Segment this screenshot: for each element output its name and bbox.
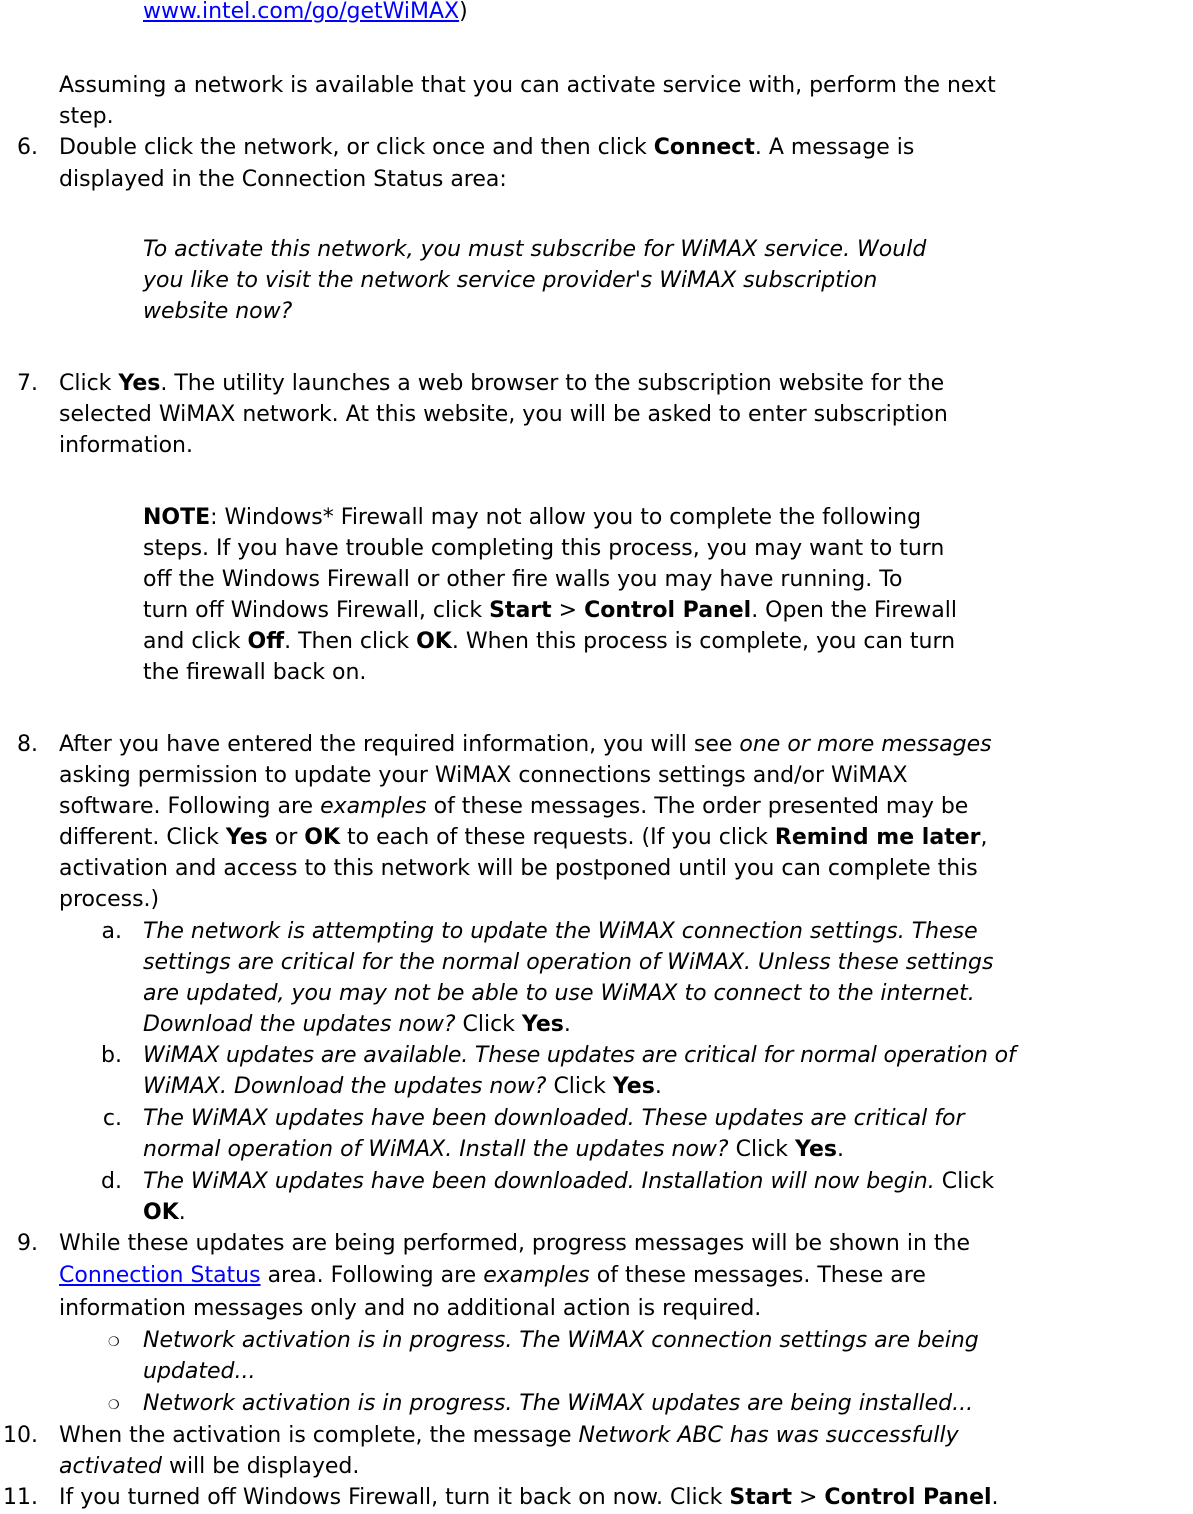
step9-text: While these updates are being performed, progress messages will be shown in the [59, 1231, 970, 1256]
step-number: 6. [17, 135, 38, 160]
note-text: turn off Windows Firewall, click Start > Control Panel. Open the Firewall [143, 598, 957, 623]
step7-text: information. [59, 433, 193, 458]
intro-text: step. [59, 104, 114, 129]
sub-step-text: settings are critical for the normal operation of WiMAX. Unless these settings [143, 950, 994, 975]
sub-step-text: The WiMAX updates have been downloaded. These updates are critical for [143, 1106, 965, 1131]
step8-text: process.) [59, 887, 160, 912]
bullet-text: Network activation is in progress. The WiMAX updates are being installed... [143, 1391, 974, 1416]
sub-step-letter: c. [102, 1106, 122, 1131]
note-text: and click Off. Then click OK. When this process is complete, you can turn [143, 629, 956, 654]
step7-text: Click Yes. The utility launches a web browser to the subscription website for the [59, 371, 945, 396]
step-number: 9. [17, 1231, 38, 1256]
step8-text: asking permission to update your WiMAX connections settings and/or WiMAX [59, 763, 908, 788]
intro-link-line: www.intel.com/go/getWiMAX) [143, 0, 468, 24]
step8-text: different. Click Yes or OK to each of these requests. (If you click Remind me later, [59, 825, 988, 850]
note-text: the firewall back on. [143, 660, 367, 685]
hollow-circle-bullet-icon: ❍ [108, 1398, 120, 1413]
note-text: off the Windows Firewall or other fire walls you may have running. To [143, 567, 903, 592]
step9-text: information messages only and no additional action is required. [59, 1296, 762, 1321]
quoted-message: you like to visit the network service provider's WiMAX subscription [143, 268, 878, 293]
sub-step-text: WiMAX updates are available. These updates are critical for normal operation of [143, 1043, 1016, 1068]
step6-text: displayed in the Connection Status area: [59, 167, 507, 192]
sub-step-text: Download the updates now? Click Yes. [143, 1012, 571, 1037]
intro-text: Assuming a network is available that you can activate service with, perform the next [59, 73, 996, 98]
step7-text: selected WiMAX network. At this website, you will be asked to enter subscription [59, 402, 948, 427]
step10-text: When the activation is complete, the message Network ABC has was successfully [59, 1423, 959, 1448]
step8-text: activation and access to this network will be postponed until you can complete this [59, 856, 978, 881]
sub-step-letter: a. [101, 919, 122, 944]
step-number: 11. [3, 1485, 38, 1510]
sub-step-text: OK. [143, 1200, 186, 1225]
step10-text: activated will be displayed. [59, 1454, 360, 1479]
sub-step-letter: d. [101, 1169, 122, 1194]
bullet-text: Network activation is in progress. The WiMAX connection settings are being [143, 1328, 979, 1353]
step6-text: Double click the network, or click once and then click Connect. A message is [59, 135, 915, 160]
sub-step-text: The WiMAX updates have been downloaded. Installation will now begin. Click [143, 1169, 995, 1194]
bullet-text: updated... [143, 1359, 256, 1384]
note-text: NOTE: Windows* Firewall may not allow you to complete the following [143, 505, 922, 530]
note-text: steps. If you have trouble completing this process, you may want to turn [143, 536, 945, 561]
quoted-message: To activate this network, you must subscribe for WiMAX service. Would [143, 237, 927, 262]
quoted-message: website now? [143, 299, 293, 324]
step-number: 7. [17, 371, 38, 396]
sub-step-letter: b. [101, 1043, 122, 1068]
sub-step-text: The network is attempting to update the WiMAX connection settings. These [143, 919, 978, 944]
connection-status-link[interactable]: Connection Status [59, 1263, 261, 1288]
step11-text: If you turned off Windows Firewall, turn it back on now. Click Start > Control Panel. [59, 1485, 999, 1510]
step8-text: software. Following are examples of these messages. The order presented may be [59, 794, 969, 819]
getwimax-link[interactable]: www.intel.com/go/getWiMAX [143, 0, 460, 24]
sub-step-text: are updated, you may not be able to use WiMAX to connect to the internet. [143, 981, 975, 1006]
step8-text: After you have entered the required information, you will see one or more messages [59, 732, 992, 757]
step-number: 8. [17, 732, 38, 757]
hollow-circle-bullet-icon: ❍ [108, 1335, 120, 1350]
sub-step-text: normal operation of WiMAX. Install the updates now? Click Yes. [143, 1137, 844, 1162]
sub-step-text: WiMAX. Download the updates now? Click Yes. [143, 1074, 662, 1099]
step9-text: Connection Status area. Following are examples of these messages. These are [59, 1263, 926, 1288]
step-number: 10. [3, 1423, 38, 1448]
